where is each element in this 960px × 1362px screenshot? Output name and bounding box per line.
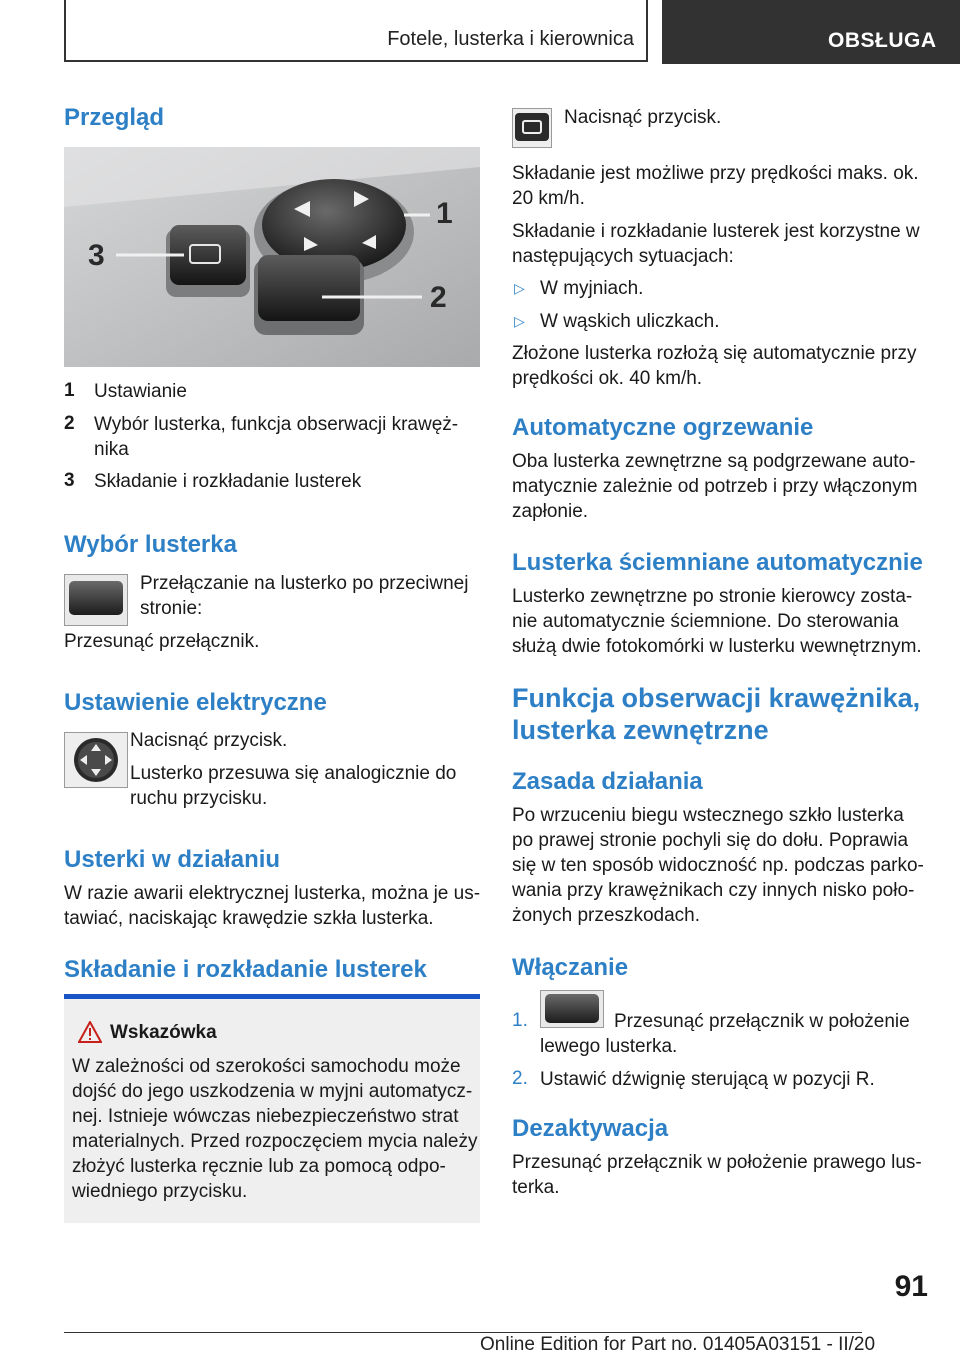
fault-text-1: W razie awarii elektrycznej lusterka, można je us- bbox=[64, 883, 481, 904]
mirror-control-illustration bbox=[64, 147, 480, 367]
dimming-text-3: służą dwie fotokomórki w lusterku wewnętrznym. bbox=[512, 636, 922, 657]
edition-info: Online Edition for Part no. 01405A03151 - II/20 bbox=[480, 1334, 876, 1355]
step-switch-icon bbox=[540, 990, 604, 1028]
warning-line-4: materialnych. Przed rozpoczęciem mycia należy bbox=[72, 1131, 478, 1152]
legend-text-1: Ustawianie bbox=[94, 381, 187, 402]
legend-num-1: 1 bbox=[64, 380, 75, 401]
disable-text-2: terka. bbox=[512, 1177, 560, 1198]
electric-text-1: Nacisnąć przycisk. bbox=[130, 730, 288, 751]
benefit-text-1: Składanie i rozkładanie lusterek jest korzystne w bbox=[512, 221, 920, 242]
select-text-1: Przełączanie na lusterko po przeciwnej bbox=[140, 573, 469, 594]
electric-text-2: Lusterko przesuwa się analogicznie do bbox=[130, 763, 457, 784]
figure-label-1: 1 bbox=[436, 197, 453, 230]
warning-line-6: wiedniego przycisku. bbox=[72, 1181, 248, 1202]
mirror-select-switch-icon bbox=[64, 574, 128, 626]
heading-overview: Przegląd bbox=[64, 104, 165, 131]
footer-rule bbox=[64, 1332, 862, 1333]
warning-line-5: złożyć lusterka ręcznie lub za pomocą odpo- bbox=[72, 1156, 446, 1177]
figure-label-3: 3 bbox=[88, 239, 105, 272]
press-button-text: Nacisnąć przycisk. bbox=[564, 107, 722, 128]
header-left-box bbox=[64, 0, 648, 62]
unfold-text-1: Złożone lusterka rozłożą się automatycznie przy bbox=[512, 343, 917, 364]
page-number: 91 bbox=[894, 1270, 928, 1303]
principle-line-3: się w ten sposób widoczność np. podczas parko- bbox=[512, 855, 924, 876]
dimming-text-1: Lusterko zewnętrzne po stronie kierowcy zosta- bbox=[512, 586, 913, 607]
bullet-text-2: W wąskich uliczkach. bbox=[540, 311, 720, 332]
warning-triangle-icon bbox=[78, 1021, 102, 1043]
heating-text-2: matycznie zależnie od potrzeb i przy włączonym bbox=[512, 476, 918, 497]
unfold-text-2: prędkości ok. 40 km/h. bbox=[512, 368, 703, 389]
dimming-text-2: nie automatycznie ściemnione. Do sterowania bbox=[512, 611, 899, 632]
legend-text-3: Składanie i rozkładanie lusterek bbox=[94, 471, 362, 492]
direction-pad-icon bbox=[64, 732, 128, 788]
principle-line-5: żonych przeszkodach. bbox=[512, 905, 700, 926]
warning-line-1: W zależności od szerokości samochodu może bbox=[72, 1056, 461, 1077]
bullet-icon-1: ▷ bbox=[514, 280, 525, 296]
select-text-2: stronie: bbox=[140, 598, 203, 619]
warning-title: Wskazówka bbox=[110, 1022, 217, 1043]
disable-text-1: Przesunąć przełącznik w położenie prawego lus- bbox=[512, 1152, 922, 1173]
step-text-1: Przesunąć przełącznik w położenie bbox=[614, 1011, 910, 1032]
fold-button-icon bbox=[512, 108, 552, 148]
heading-mirror-select: Wybór lusterka bbox=[64, 531, 237, 558]
chapter-title: Fotele, lusterka i kierownica bbox=[387, 28, 634, 50]
legend-num-2: 2 bbox=[64, 413, 75, 434]
speed-text-1: Składanie jest możliwe przy prędkości maks. ok. bbox=[512, 163, 919, 184]
heating-text-3: zapłonie. bbox=[512, 501, 589, 522]
legend-text-2b: nika bbox=[94, 439, 129, 460]
legend-text-2: Wybór lusterka, funkcja obserwacji krawęż- bbox=[94, 414, 459, 435]
section-label: OBSŁUGA bbox=[828, 29, 937, 52]
heading-malfunction: Usterki w działaniu bbox=[64, 846, 281, 873]
electric-text-3: ruchu przycisku. bbox=[130, 788, 268, 809]
fault-text-2: tawiać, naciskając krawędzie szkła lusterka. bbox=[64, 908, 434, 929]
mirror-control-svg bbox=[64, 147, 480, 367]
heading-principle: Zasada działania bbox=[512, 768, 703, 795]
step-num-2: 2. bbox=[512, 1068, 528, 1089]
warning-box bbox=[64, 999, 480, 1223]
speed-text-2: 20 km/h. bbox=[512, 188, 585, 209]
heading-auto-heating: Automatyczne ogrzewanie bbox=[512, 414, 814, 441]
header-section-tab bbox=[662, 0, 960, 64]
bullet-icon-2: ▷ bbox=[514, 313, 525, 329]
warning-line-3: nej. Istnieje wówczas niebezpieczeństwo strat bbox=[72, 1106, 459, 1127]
heading-folding: Składanie i rozkładanie lusterek bbox=[64, 956, 427, 983]
step-text-2: Ustawić dźwignię sterującą w pozycji R. bbox=[540, 1069, 875, 1090]
select-text-3: Przesunąć przełącznik. bbox=[64, 631, 260, 652]
heading-curb-function-1: Funkcja obserwacji krawężnika, bbox=[512, 683, 921, 713]
principle-line-2: po prawej stronie pochyli się do dołu. Poprawia bbox=[512, 830, 909, 851]
heating-text-1: Oba lusterka zewnętrzne są podgrzewane auto- bbox=[512, 451, 916, 472]
principle-line-4: wania przy krawężnikach czy innych nisko poło- bbox=[512, 880, 915, 901]
heading-enable: Włączanie bbox=[512, 954, 629, 981]
bullet-text-1: W myjniach. bbox=[540, 278, 644, 299]
warning-line-2: dojść do jego uszkodzenia w myjni automatycz- bbox=[72, 1081, 473, 1102]
benefit-text-2: następujących sytuacjach: bbox=[512, 246, 734, 267]
step-text-1b: lewego lusterka. bbox=[540, 1036, 678, 1057]
principle-line-1: Po wrzuceniu biegu wstecznego szkło lusterka bbox=[512, 805, 904, 826]
figure-label-2: 2 bbox=[430, 281, 447, 314]
legend-num-3: 3 bbox=[64, 470, 75, 491]
heading-curb-function-2: lusterka zewnętrzne bbox=[512, 715, 769, 745]
heading-auto-dimming: Lusterka ściemniane automatycznie bbox=[512, 549, 923, 576]
heading-electric-adjust: Ustawienie elektryczne bbox=[64, 689, 327, 716]
heading-disable: Dezaktywacja bbox=[512, 1115, 669, 1142]
step-num-1: 1. bbox=[512, 1010, 528, 1031]
